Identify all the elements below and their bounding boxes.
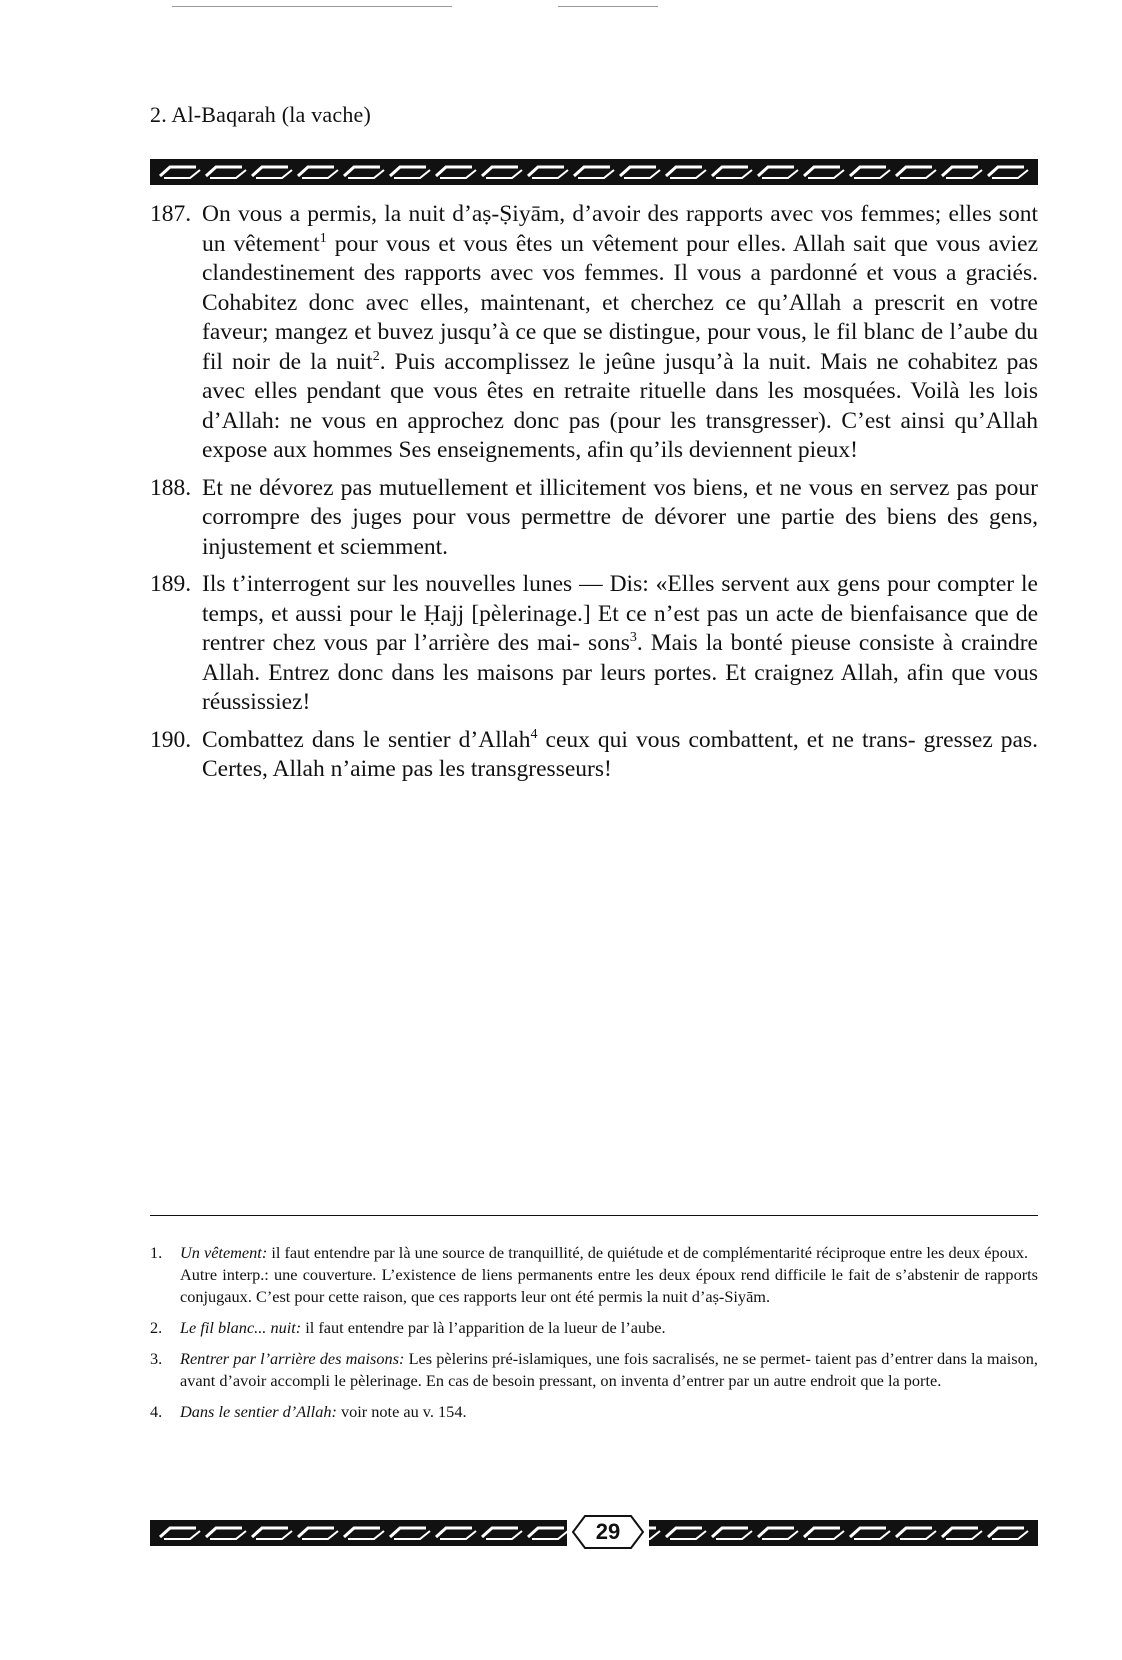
- verse-text: pour vous et vous êtes un vêtement pour elles. Allah sait que vous aviez clandestinement des rapports avec vos femmes. Il vous a pardonné et vous a graciés. Cohabitez donc avec elles, maintenant, et cherchez ce qu’Allah a prescrit en votre faveur; mangez et buvez jusqu’à ce que se distingue, pour vous, le fil blanc de l’aube du fil noir de la nuit: [202, 230, 1038, 375]
- footnote-text: Les pèlerins pré-islamiques, une fois sacralisés, ne se permet- taient pas d’entrer dans la maison, avant d’avoir accompli le pèlerinage. En cas de besoin pressant, on inventa d’entrer par un autre endroit que la porte.: [180, 1349, 1038, 1390]
- page-number-tab: [567, 1512, 649, 1552]
- verse-number: 188.: [150, 474, 192, 501]
- verse-187: [150, 200, 1038, 466]
- verse-list: [150, 200, 1038, 793]
- footnote-ref: 1: [319, 230, 327, 246]
- page-number: 29: [595, 1519, 621, 1544]
- footnote-term: Dans le sentier d’Allah:: [180, 1402, 337, 1421]
- footnote-number: 4.: [150, 1402, 163, 1421]
- footnote-ref: 4: [530, 726, 538, 742]
- verse-number: 189.: [150, 571, 192, 597]
- footnote-ref: 2: [372, 348, 380, 364]
- verse-number: 190.: [150, 726, 192, 753]
- footnote-ref: 3: [629, 630, 637, 646]
- verse-189: [150, 570, 1038, 718]
- sura-title: 2. Al-Baqarah (la vache): [150, 102, 372, 127]
- verse-188: [150, 474, 1038, 563]
- footnote-text: voir note au v. 154.: [336, 1402, 467, 1421]
- verse-190: [150, 726, 1038, 785]
- footnote-text: il faut entendre par là l’apparition de la lueur de l’aube.: [301, 1318, 666, 1337]
- footnote-number: 2.: [150, 1318, 163, 1337]
- footnote-term: Le fil blanc... nuit:: [180, 1318, 302, 1337]
- verse-text: . Puis accomplissez le jeûne jusqu’à la nuit. Mais ne cohabitez pas avec elles pendant que vous êtes en retraite rituelle dans les mosquées. Voilà les lois d’Allah: ne vous en approchez donc pas (pour les transgresser). C’est ainsi qu’Allah expose aux hommes Ses enseignements, afin qu’ils deviennent pieux!: [202, 348, 1039, 463]
- footnote-2: [150, 1317, 1038, 1339]
- verse-text: Ils t’interrogent sur les nouvelles lunes — Dis: «Elles servent aux gens pour compter le temps, et aussi pour le Ḥajj [pèlerinage.] Et ce n’est pas un acte de bienfaisance que de rentrer chez vous par l’arrière des mai- sons: [202, 571, 1038, 656]
- footnote-term: Rentrer par l’arrière des maisons:: [180, 1349, 405, 1368]
- footnote-number: 3.: [150, 1349, 163, 1368]
- scan-edge-right: [558, 6, 658, 7]
- verse-text: On vous a permis, la nuit d’aṣ-Ṣiyām, d’avoir des rapports avec vos femmes; elles sont un vêtement: [202, 201, 1038, 257]
- footnote-term: Un vêtement:: [180, 1243, 268, 1262]
- verse-text: ceux qui vous combattent, et ne trans- gressez pas. Certes, Allah n’aime pas les transgresseurs!: [202, 726, 1038, 782]
- footnote-divider: [150, 1215, 1038, 1216]
- ornament-band-top: [150, 159, 1038, 185]
- footnote-number: 1.: [150, 1243, 163, 1262]
- verse-number: 187.: [150, 201, 192, 227]
- footnote-text: il faut entendre par là une source de tranquillité, de quiétude et de complémentarité réciproque entre les deux époux.: [267, 1243, 1029, 1262]
- footnote-continuation: Autre interp.: une couverture. L’existence de liens permanents entre les deux époux rend difficile le fait de s’abstenir de rapports conjugaux. C’est pour cette raison, que ces rapports leur ont été permis la nuit d’aṣ-Siyām.: [180, 1265, 1038, 1306]
- verse-text: . Mais la bonté pieuse consiste à craindre Allah. Entrez donc dans les maisons par leurs portes. Et craignez Allah, afin que vous réussissiez!: [202, 630, 1038, 715]
- verse-text: Et ne dévorez pas mutuellement et illicitement vos biens, et ne vous en servez pas pour corrompre des juges pour vous permettre de dévorer une partie des biens des gens, injustement et sciemment.: [202, 474, 1038, 560]
- footnote-list: [150, 1242, 1038, 1432]
- verse-text: Combattez dans le sentier d’Allah: [202, 726, 531, 753]
- footnote-1: [150, 1242, 1038, 1308]
- footnote-4: [150, 1401, 1038, 1423]
- footnote-3: [150, 1348, 1038, 1392]
- scan-edge-left: [172, 6, 452, 7]
